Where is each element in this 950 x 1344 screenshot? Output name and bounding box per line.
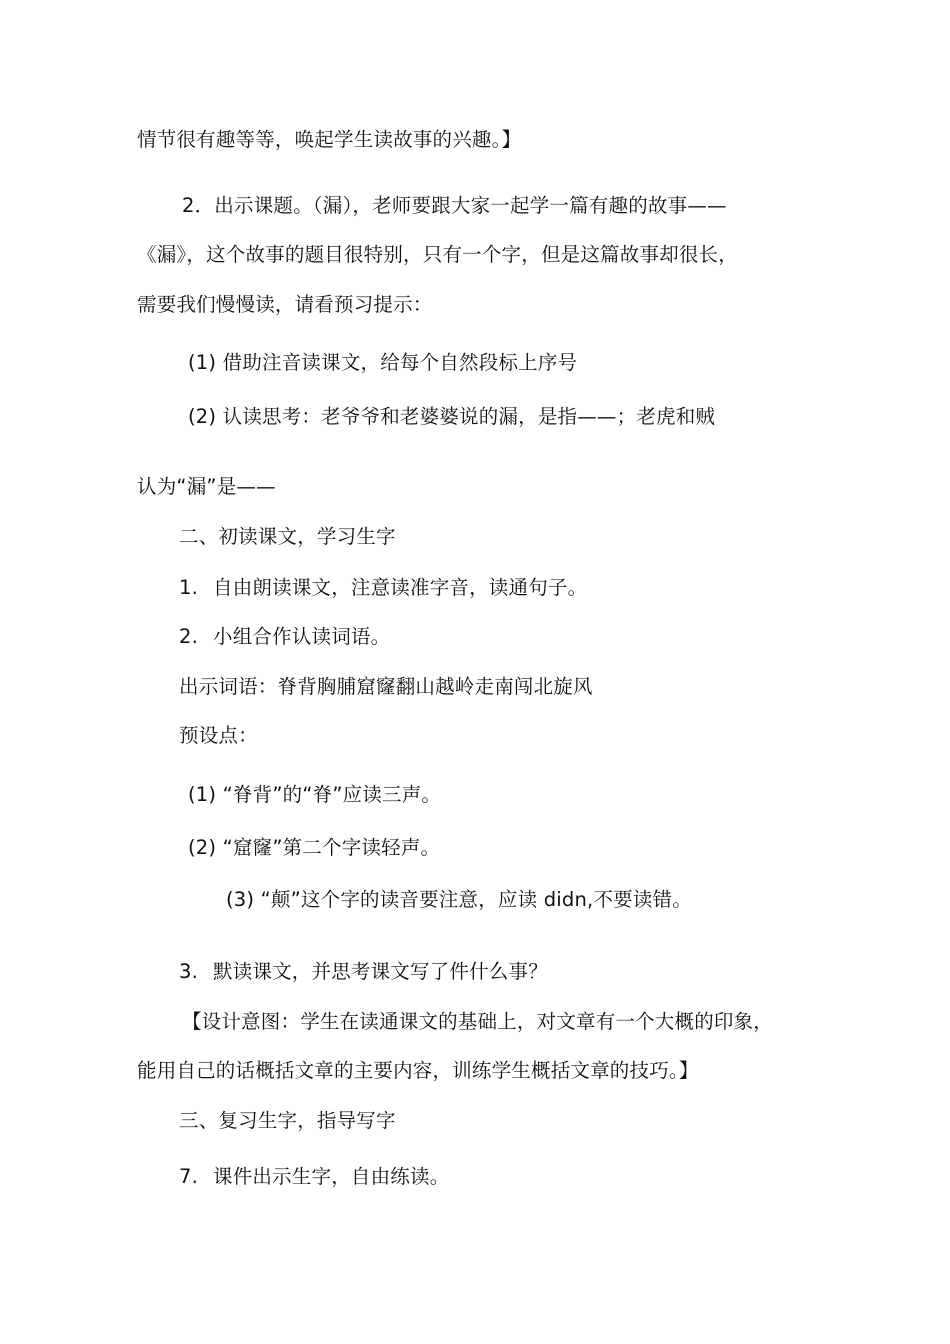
paragraph-line: 2．出示课题。（漏），老师要跟大家一起学一篇有趣的故事—— [182,194,727,217]
list-text: 自由朗读课文，注意读准字音，读通句子。 [213,576,588,599]
list-number: 1. [179,576,199,599]
list-number: 3. [179,960,199,983]
paragraph-line: 认为“漏”是—— [137,475,276,498]
list-item: (3) “颠”这个字的读音要注意，应读 didn,不要读错。 [226,888,692,911]
list-number: 7. [179,1165,199,1188]
list-item [179,624,390,650]
list-item: (1) “脊背”的“脊”应读三声。 [188,783,442,806]
paragraph-line: 【设计意图：学生在读通课文的基础上，对文章有一个大概的印象， [182,1010,774,1033]
list-item [179,1164,449,1190]
list-item: (2) 认读思考：老爷爷和老婆婆说的漏，是指——；老虎和贼 [188,405,716,428]
list-item: (1) 借助注音读课文，给每个自然段标上序号 [188,351,578,374]
paragraph-line: 出示词语：脊背胸脯窟窿翻山越岭走南闯北旋风 [179,675,593,698]
paragraph-line: 预设点： [179,724,258,747]
paragraph-line: 需要我们慢慢读，请看预习提示： [137,293,433,316]
list-text: 默读课文，并思考课文写了件什么事？ [213,960,548,983]
list-text: 课件出示生字，自由练读。 [213,1165,450,1188]
list-item: (2) “窟窿”第二个字读轻声。 [188,836,441,859]
paragraph-line: 《漏》，这个故事的题目很特别，只有一个字，但是这篇故事却很长， [137,243,738,266]
list-item [179,575,587,601]
paragraph-line: 情节很有趣等等，唤起学生读故事的兴趣。】 [137,128,522,151]
list-item [179,959,548,985]
list-number: 2. [179,625,199,648]
list-text: 小组合作认读词语。 [213,625,391,648]
paragraph-line: 能用自己的话概括文章的主要内容，训练学生概括文章的技巧。】 [137,1059,699,1082]
section-heading: 二、初读课文，学习生字 [179,525,396,548]
section-heading: 三、复习生字，指导写字 [179,1109,396,1132]
